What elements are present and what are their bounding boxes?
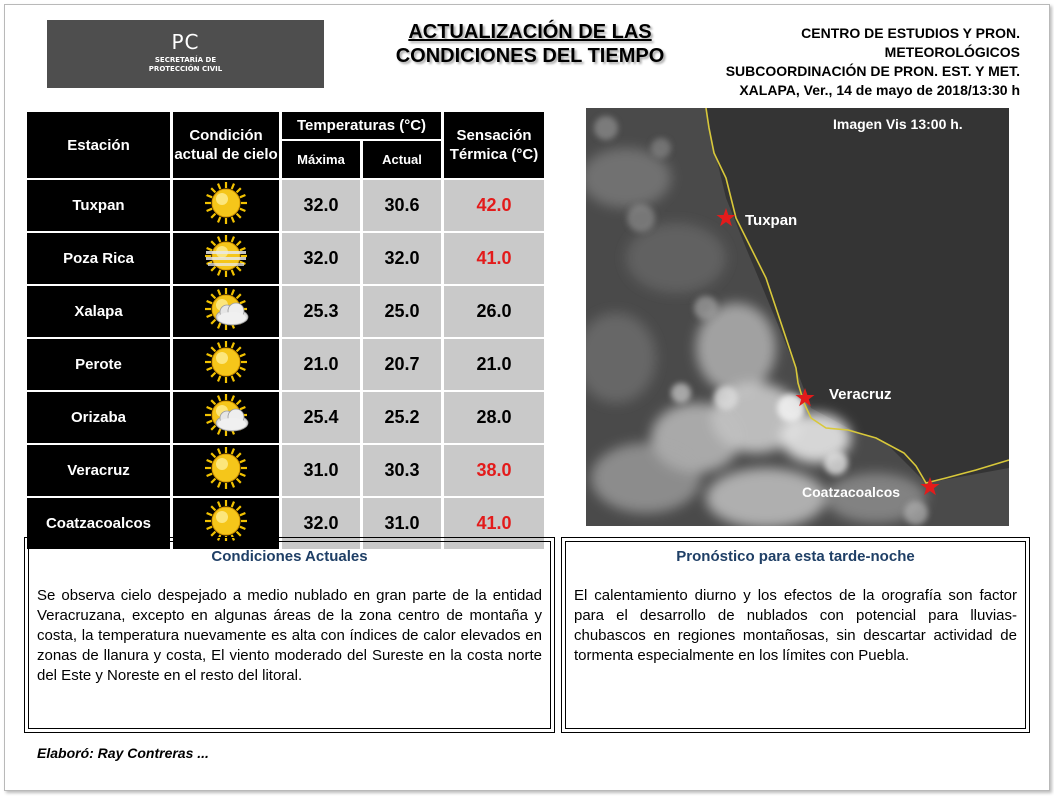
max-temp: 21.0 <box>282 339 360 390</box>
col-temperatures-header: Temperaturas (°C) <box>282 112 441 139</box>
sunny-icon <box>173 339 279 390</box>
station-name: Veracruz <box>27 445 170 496</box>
satellite-map <box>586 108 1009 526</box>
weather-table-body <box>27 180 544 549</box>
max-temp: 32.0 <box>282 180 360 231</box>
col-sensation-header: Sensación Térmica (°C) <box>444 112 544 178</box>
city-label-coatzacoalcos: Coatzacoalcos <box>802 484 901 500</box>
org-line1: CENTRO DE ESTUDIOS Y PRON. <box>801 25 1020 41</box>
actual-temp: 20.7 <box>363 339 441 390</box>
col-max-header: Máxima <box>282 141 360 178</box>
table-row <box>27 180 544 231</box>
city-label-veracruz: Veracruz <box>829 386 892 403</box>
logo-line1: SECRETARÍA DE <box>154 56 217 64</box>
max-temp: 32.0 <box>282 498 360 549</box>
current-conditions-inner <box>28 541 551 729</box>
partly-cloudy-icon <box>173 286 279 337</box>
logo-title: PC <box>171 30 200 54</box>
hazy-sun-icon <box>173 233 279 284</box>
forecast-box <box>561 537 1030 733</box>
max-temp: 25.3 <box>282 286 360 337</box>
satellite-image <box>586 108 1009 526</box>
title-line2: CONDICIONES DEL TIEMPO <box>395 45 665 67</box>
actual-temp: 30.3 <box>363 445 441 496</box>
station-name: Perote <box>27 339 170 390</box>
table-row <box>27 286 544 337</box>
current-conditions-heading: Condiciones Actuales <box>211 548 368 565</box>
author-footer: Elaboró: Ray Contreras ... <box>37 745 209 761</box>
thermal-sensation: 21.0 <box>444 339 544 390</box>
col-actual-header: Actual <box>363 141 441 178</box>
thermal-sensation: 41.0 <box>444 498 544 549</box>
max-temp: 32.0 <box>282 233 360 284</box>
current-conditions-box <box>24 537 555 733</box>
table-row <box>27 339 544 390</box>
actual-temp: 25.0 <box>363 286 441 337</box>
org-line2: METEOROLÓGICOS <box>884 44 1020 60</box>
thermal-sensation: 41.0 <box>444 233 544 284</box>
station-name: Poza Rica <box>27 233 170 284</box>
current-conditions-text: Se observa cielo despejado a medio nublado en gran parte de la entidad Veracruzana, excepto en algunas áreas de la zona centro de montaña y costa, la temperatura nuevamente es alta con índices de calor elevados en zonas de llanura y costa, El viento moderado del Sureste en la costa norte del Este y Noreste en el resto del litoral. <box>37 587 542 684</box>
actual-temp: 32.0 <box>363 233 441 284</box>
thermal-sensation: 28.0 <box>444 392 544 443</box>
forecast-inner <box>565 541 1026 729</box>
station-name: Tuxpan <box>27 180 170 231</box>
page-title <box>370 20 690 68</box>
weather-table <box>24 110 547 551</box>
satellite-caption: Imagen Vis 13:00 h. <box>833 116 963 132</box>
station-name: Xalapa <box>27 286 170 337</box>
logo-subtitle <box>47 56 324 74</box>
org-line4: XALAPA, Ver., 14 de mayo de 2018/13:30 h <box>739 82 1020 98</box>
partly-cloudy-icon <box>173 392 279 443</box>
station-name: Orizaba <box>27 392 170 443</box>
table-row <box>27 233 544 284</box>
table-row <box>27 392 544 443</box>
thermal-sensation: 38.0 <box>444 445 544 496</box>
title-line1: ACTUALIZACIÓN DE LAS <box>408 21 652 43</box>
col-station-header: Estación <box>27 112 170 178</box>
actual-temp: 25.2 <box>363 392 441 443</box>
org-line3: SUBCOORDINACIÓN DE PRON. EST. Y MET. <box>725 63 1020 79</box>
pc-logo <box>47 20 324 88</box>
actual-temp: 31.0 <box>363 498 441 549</box>
max-temp: 31.0 <box>282 445 360 496</box>
logo-line2: PROTECCIÓN CIVIL <box>148 65 223 73</box>
actual-temp: 30.6 <box>363 180 441 231</box>
station-name: Coatzacoalcos <box>27 498 170 549</box>
col-condition-header: Condición actual de cielo <box>173 112 279 178</box>
forecast-text: El calentamiento diurno y los efectos de la orografía son factor para el desarrollo de nublados con potencial para lluvias-chubascos en regiones montañosas, sin descartar actividad de tormenta especialmente en los límites con Puebla. <box>574 587 1017 664</box>
max-temp: 25.4 <box>282 392 360 443</box>
organization-info <box>726 24 1020 100</box>
sunny-icon <box>173 445 279 496</box>
forecast-heading: Pronóstico para esta tarde-noche <box>676 548 915 565</box>
city-label-tuxpan: Tuxpan <box>745 212 798 229</box>
table-row <box>27 445 544 496</box>
sunny-icon <box>173 180 279 231</box>
thermal-sensation: 26.0 <box>444 286 544 337</box>
thermal-sensation: 42.0 <box>444 180 544 231</box>
